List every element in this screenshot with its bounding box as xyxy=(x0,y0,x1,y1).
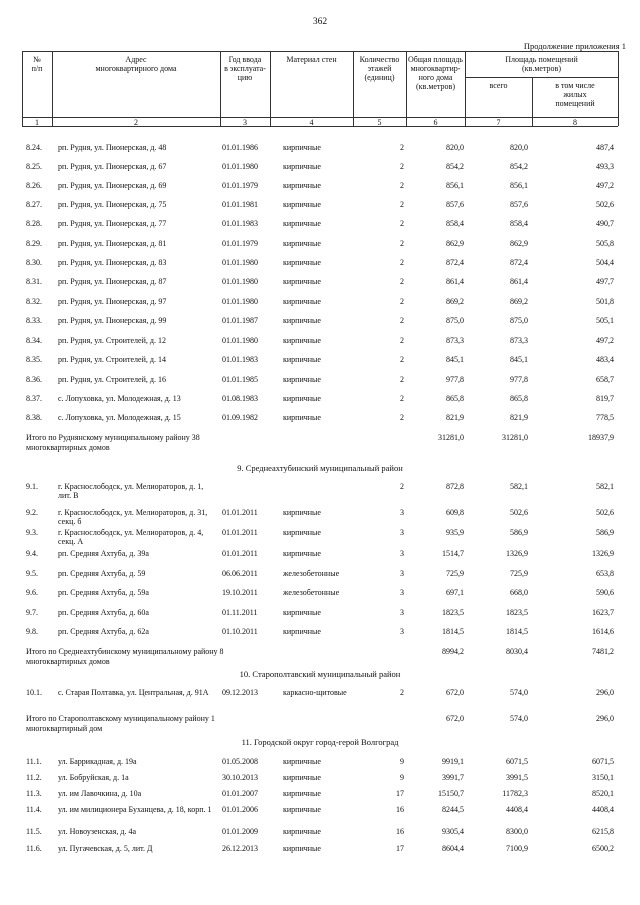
year-cell: 01.01.1981 xyxy=(222,200,258,209)
floors-cell: 3 xyxy=(400,508,404,517)
total-area-cell: 935,9 xyxy=(446,528,464,537)
address-cell: рп. Рудня, ул. Пионерская, д. 67 xyxy=(58,162,167,171)
floors-cell: 16 xyxy=(396,805,404,814)
floors-cell: 2 xyxy=(400,375,404,384)
area-living-cell: 505,8 xyxy=(596,239,614,248)
total-area-cell: 9305,4 xyxy=(442,827,464,836)
floors-cell: 2 xyxy=(400,355,404,364)
material-cell: кирпичные xyxy=(283,297,321,306)
floors-cell: 2 xyxy=(400,336,404,345)
year-cell: 01.01.1983 xyxy=(222,355,258,364)
area-living-cell: 497,2 xyxy=(596,181,614,190)
header-living: в том числе жилых помещений xyxy=(555,81,595,108)
address-cell: с. Лопуховка, ул. Молодежная, д. 13 xyxy=(58,394,181,403)
address-cell: с. Лопуховка, ул. Молодежная, д. 15 xyxy=(58,413,181,422)
area-all-cell: 875,0 xyxy=(510,316,528,325)
row-number: 8.27. xyxy=(26,200,42,209)
total-area-cell: 8604,4 xyxy=(442,844,464,853)
area-all-cell: 1326,9 xyxy=(506,549,528,558)
material-cell: кирпичные xyxy=(283,162,321,171)
header-year: Год ввода в эксплуата- цию xyxy=(224,55,266,82)
total-area-cell: 31281,0 xyxy=(438,433,464,442)
area-all-cell: 586,9 xyxy=(510,528,528,537)
material-cell: кирпичные xyxy=(283,608,321,617)
floors-cell: 2 xyxy=(400,162,404,171)
material-cell: кирпичные xyxy=(283,394,321,403)
area-all-cell: 1814,5 xyxy=(506,627,528,636)
total-area-cell: 872,4 xyxy=(446,258,464,267)
area-living-cell: 4408,4 xyxy=(592,805,614,814)
col-number: 2 xyxy=(134,118,138,127)
address-cell: рп. Средняя Ахтуба, д. 39а xyxy=(58,549,149,558)
year-cell: 01.01.2009 xyxy=(222,827,258,836)
header-all: всего xyxy=(489,81,508,90)
area-living-cell: 497,7 xyxy=(596,277,614,286)
floors-cell: 2 xyxy=(400,219,404,228)
row-number: 8.28. xyxy=(26,219,42,228)
area-all-cell: 31281,0 xyxy=(502,433,528,442)
address-cell: рп. Средняя Ахтуба, д. 59 xyxy=(58,569,146,578)
area-living-cell: 778,5 xyxy=(596,413,614,422)
area-all-cell: 725,9 xyxy=(510,569,528,578)
area-all-cell: 6071,5 xyxy=(506,757,528,766)
address-cell: рп. Рудня, ул. Строителей, д. 12 xyxy=(58,336,166,345)
address-cell: рп. Рудня, ул. Пионерская, д. 99 xyxy=(58,316,167,325)
address-cell: рп. Средняя Ахтуба, д. 62а xyxy=(58,627,149,636)
area-living-cell: 502,6 xyxy=(596,200,614,209)
material-cell: кирпичные xyxy=(283,355,321,364)
year-cell: 26.12.2013 xyxy=(222,844,258,853)
total-label: Итого по Руднянскому муниципальному району 38 многоквартирных домов xyxy=(26,433,200,452)
material-cell: кирпичные xyxy=(283,773,321,782)
floors-cell: 3 xyxy=(400,627,404,636)
material-cell: кирпичные xyxy=(283,239,321,248)
total-area-cell: 1814,5 xyxy=(442,627,464,636)
floors-cell: 2 xyxy=(400,200,404,209)
area-all-cell: 857,6 xyxy=(510,200,528,209)
floors-cell: 3 xyxy=(400,608,404,617)
floors-cell: 3 xyxy=(400,588,404,597)
area-all-cell: 8030,4 xyxy=(506,647,528,656)
area-living-cell: 586,9 xyxy=(596,528,614,537)
col-number: 5 xyxy=(377,118,382,127)
area-all-cell: 845,1 xyxy=(510,355,528,364)
material-cell: кирпичные xyxy=(283,375,321,384)
area-living-cell: 658,7 xyxy=(596,375,614,384)
total-area-cell: 875,0 xyxy=(446,316,464,325)
address-cell: рп. Рудня, ул. Пионерская, д. 77 xyxy=(58,219,167,228)
floors-cell: 2 xyxy=(400,413,404,422)
area-living-cell: 7481,2 xyxy=(592,647,614,656)
area-all-cell: 865,8 xyxy=(510,394,528,403)
year-cell: 01.01.2007 xyxy=(222,789,258,798)
address-cell: с. Старая Полтавка, ул. Центральная, д. 91А xyxy=(58,688,209,697)
area-all-cell: 8300,0 xyxy=(506,827,528,836)
row-number: 8.25. xyxy=(26,162,42,171)
floors-cell: 17 xyxy=(396,844,404,853)
row-number: 11.2. xyxy=(26,773,42,782)
year-cell: 01.01.1987 xyxy=(222,316,258,325)
total-area-cell: 3991,7 xyxy=(442,773,464,782)
year-cell: 01.01.1986 xyxy=(222,143,258,152)
area-living-cell: 8520,1 xyxy=(592,789,614,798)
address-cell: рп. Рудня, ул. Строителей, д. 16 xyxy=(58,375,166,384)
year-cell: 01.11.2011 xyxy=(222,608,258,617)
row-number: 9.5. xyxy=(26,569,38,578)
area-all-cell: 872,4 xyxy=(510,258,528,267)
area-all-cell: 873,3 xyxy=(510,336,528,345)
total-area-cell: 1514,7 xyxy=(442,549,464,558)
total-label: Итого по Старополтавскому муниципальному району 1 многоквартирный дом xyxy=(26,714,215,733)
total-area-cell: 697,1 xyxy=(446,588,464,597)
year-cell: 06.06.2011 xyxy=(222,569,258,578)
floors-cell: 2 xyxy=(400,688,404,697)
area-living-cell: 1326,9 xyxy=(592,549,614,558)
row-number: 8.31. xyxy=(26,277,42,286)
area-living-cell: 6071,5 xyxy=(592,757,614,766)
row-number: 9.2. xyxy=(26,508,38,517)
floors-cell: 3 xyxy=(400,528,404,537)
address-cell: рп. Рудня, ул. Пионерская, д. 69 xyxy=(58,181,167,190)
area-living-cell: 296,0 xyxy=(596,688,614,697)
row-number: 8.35. xyxy=(26,355,42,364)
material-cell: кирпичные xyxy=(283,336,321,345)
area-all-cell: 820,0 xyxy=(510,143,528,152)
year-cell: 30.10.2013 xyxy=(222,773,258,782)
page-number: 362 xyxy=(312,17,328,27)
area-all-cell: 574,0 xyxy=(510,688,528,697)
material-cell: кирпичные xyxy=(283,200,321,209)
row-number: 8.30. xyxy=(26,258,42,267)
area-all-cell: 11782,3 xyxy=(502,789,528,798)
area-all-cell: 977,8 xyxy=(510,375,528,384)
floors-cell: 3 xyxy=(400,569,404,578)
col-number: 8 xyxy=(573,118,577,127)
col-number: 3 xyxy=(243,118,247,127)
row-number: 9.4. xyxy=(26,549,38,558)
address-cell: ул. Бобруйская, д. 1а xyxy=(58,773,129,782)
address-cell: ул. Пугачевская, д. 5, лит. Д xyxy=(58,844,153,853)
address-cell: г. Краснослободск, ул. Мелиораторов, д. 4, секц. А xyxy=(58,528,204,546)
area-living-cell: 3150,1 xyxy=(592,773,614,782)
total-area-cell: 672,0 xyxy=(446,714,464,723)
floors-cell: 2 xyxy=(400,316,404,325)
total-area-cell: 609,8 xyxy=(446,508,464,517)
header-total-area: Общая площадь многоквартир- ного дома (кв.метров) xyxy=(408,55,463,91)
area-living-cell: 1623,7 xyxy=(592,608,614,617)
row-number: 11.6. xyxy=(26,844,42,853)
area-living-cell: 6500,2 xyxy=(592,844,614,853)
floors-cell: 9 xyxy=(400,757,404,766)
year-cell: 01.01.2011 xyxy=(222,508,258,517)
area-living-cell: 505,1 xyxy=(596,316,614,325)
address-cell: ул. Новоузенская, д. 4а xyxy=(58,827,136,836)
total-area-cell: 15150,7 xyxy=(438,789,464,798)
material-cell: кирпичные xyxy=(283,789,321,798)
material-cell: кирпичные xyxy=(283,143,321,152)
material-cell: каркасно-щитовые xyxy=(283,688,347,697)
section-title: 9. Среднеахтубинский муниципальный район xyxy=(237,463,403,473)
total-area-cell: 856,1 xyxy=(446,181,464,190)
row-number: 8.24. xyxy=(26,143,42,152)
address-cell: ул. им милиционера Буханцева, д. 18, корп. 1 xyxy=(58,805,212,814)
year-cell: 01.01.1983 xyxy=(222,219,258,228)
area-living-cell: 6215,8 xyxy=(592,827,614,836)
area-all-cell: 502,6 xyxy=(510,508,528,517)
premises-subrule xyxy=(465,77,618,78)
area-all-cell: 856,1 xyxy=(510,181,528,190)
year-cell: 01.10.2011 xyxy=(222,627,258,636)
col-number: 6 xyxy=(433,118,438,127)
floors-cell: 2 xyxy=(400,258,404,267)
area-all-cell: 7100,9 xyxy=(506,844,528,853)
address-cell: рп. Рудня, ул. Строителей, д. 14 xyxy=(58,355,166,364)
area-living-cell: 493,3 xyxy=(596,162,614,171)
total-area-cell: 873,3 xyxy=(446,336,464,345)
section-title: 11. Городской округ город-герой Волгоград xyxy=(241,737,399,747)
area-living-cell: 296,0 xyxy=(596,714,614,723)
address-cell: рп. Средняя Ахтуба, д. 59а xyxy=(58,588,149,597)
continuation-note: Продолжение приложения 1 xyxy=(523,41,626,51)
header-address: Адрес многоквартирного дома xyxy=(95,55,177,73)
row-number: 8.29. xyxy=(26,239,42,248)
year-cell: 01.08.1983 xyxy=(222,394,258,403)
col-number: 4 xyxy=(309,118,314,127)
area-living-cell: 487,4 xyxy=(596,143,614,152)
row-number: 8.36. xyxy=(26,375,42,384)
area-all-cell: 668,0 xyxy=(510,588,528,597)
material-cell: кирпичные xyxy=(283,219,321,228)
year-cell: 01.05.2008 xyxy=(222,757,258,766)
total-area-cell: 862,9 xyxy=(446,239,464,248)
year-cell: 01.01.1985 xyxy=(222,375,258,384)
row-number: 10.1. xyxy=(26,688,42,697)
year-cell: 01.01.1980 xyxy=(222,258,258,267)
total-area-cell: 8994,2 xyxy=(442,647,464,656)
year-cell: 01.01.1980 xyxy=(222,336,258,345)
material-cell: кирпичные xyxy=(283,627,321,636)
col-number: 1 xyxy=(35,118,39,127)
address-cell: ул. им Лавочкина, д. 10а xyxy=(58,789,142,798)
row-number: 11.5. xyxy=(26,827,42,836)
material-cell: кирпичные xyxy=(283,316,321,325)
col-number: 7 xyxy=(496,118,501,127)
area-living-cell: 502,6 xyxy=(596,508,614,517)
area-all-cell: 869,2 xyxy=(510,297,528,306)
row-number: 9.8. xyxy=(26,627,38,636)
floors-cell: 16 xyxy=(396,827,404,836)
total-area-cell: 821,9 xyxy=(446,413,464,422)
area-all-cell: 3991,5 xyxy=(506,773,528,782)
area-living-cell: 497,2 xyxy=(596,336,614,345)
material-cell: кирпичные xyxy=(283,805,321,814)
address-cell: ул. Баррикадная, д. 19а xyxy=(58,757,137,766)
year-cell: 01.01.1979 xyxy=(222,239,258,248)
area-living-cell: 18937,9 xyxy=(588,433,614,442)
total-area-cell: 672,0 xyxy=(446,688,464,697)
address-cell: рп. Рудня, ул. Пионерская, д. 75 xyxy=(58,200,167,209)
total-area-cell: 820,0 xyxy=(446,143,464,152)
floors-cell: 3 xyxy=(400,549,404,558)
area-living-cell: 1614,6 xyxy=(592,627,614,636)
material-cell: кирпичные xyxy=(283,757,321,766)
area-all-cell: 862,9 xyxy=(510,239,528,248)
address-cell: рп. Средняя Ахтуба, д. 60а xyxy=(58,608,149,617)
address-cell: рп. Рудня, ул. Пионерская, д. 83 xyxy=(58,258,167,267)
row-number: 8.33. xyxy=(26,316,42,325)
area-all-cell: 854,2 xyxy=(510,162,528,171)
floors-cell: 2 xyxy=(400,482,404,491)
area-all-cell: 858,4 xyxy=(510,219,528,228)
header-num: № п/п xyxy=(31,55,43,73)
floors-cell: 9 xyxy=(400,773,404,782)
area-all-cell: 4408,4 xyxy=(506,805,528,814)
floors-cell: 2 xyxy=(400,297,404,306)
year-cell: 01.01.1980 xyxy=(222,277,258,286)
area-living-cell: 819,7 xyxy=(596,394,614,403)
row-number: 11.3. xyxy=(26,789,42,798)
header-material: Материал стен xyxy=(286,55,337,64)
area-living-cell: 590,6 xyxy=(596,588,614,597)
row-number: 9.6. xyxy=(26,588,38,597)
header-floors: Количество этажей (единиц) xyxy=(359,55,400,82)
total-area-cell: 857,6 xyxy=(446,200,464,209)
total-label: Итого по Среднеахтубинскому муниципальному району 8 многоквартирных домов xyxy=(26,647,224,666)
row-number: 11.4. xyxy=(26,805,42,814)
address-cell: рп. Рудня, ул. Пионерская, д. 97 xyxy=(58,297,167,306)
material-cell: кирпичные xyxy=(283,528,321,537)
year-cell: 01.09.1982 xyxy=(222,413,258,422)
address-cell: рп. Рудня, ул. Пионерская, д. 48 xyxy=(58,143,167,152)
row-number: 8.32. xyxy=(26,297,42,306)
material-cell: кирпичные xyxy=(283,181,321,190)
floors-cell: 2 xyxy=(400,239,404,248)
year-cell: 01.01.2006 xyxy=(222,805,258,814)
floors-cell: 2 xyxy=(400,394,404,403)
year-cell: 01.01.2011 xyxy=(222,549,258,558)
col-line xyxy=(618,51,619,126)
area-all-cell: 582,1 xyxy=(510,482,528,491)
total-area-cell: 8244,5 xyxy=(442,805,464,814)
header-top-rule xyxy=(22,51,618,52)
total-area-cell: 845,1 xyxy=(446,355,464,364)
address-cell: г. Краснослободск, ул. Мелиораторов, д. 1, лит. В xyxy=(58,482,204,500)
year-cell: 01.01.1980 xyxy=(222,297,258,306)
area-all-cell: 574,0 xyxy=(510,714,528,723)
row-number: 8.37. xyxy=(26,394,42,403)
area-living-cell: 490,7 xyxy=(596,219,614,228)
year-cell: 01.01.1979 xyxy=(222,181,258,190)
total-area-cell: 869,2 xyxy=(446,297,464,306)
material-cell: кирпичные xyxy=(283,827,321,836)
area-living-cell: 653,8 xyxy=(596,569,614,578)
area-all-cell: 861,4 xyxy=(510,277,528,286)
section-title: 10. Старополтавский муниципальный район xyxy=(239,669,401,679)
row-number: 11.1. xyxy=(26,757,42,766)
row-number: 8.34. xyxy=(26,336,42,345)
material-cell: железобетонные xyxy=(283,588,340,597)
total-area-cell: 977,8 xyxy=(446,375,464,384)
address-cell: рп. Рудня, ул. Пионерская, д. 87 xyxy=(58,277,167,286)
total-area-cell: 9919,1 xyxy=(442,757,464,766)
header-premises: Площадь помещений (кв.метров) xyxy=(505,55,578,73)
material-cell: кирпичные xyxy=(283,844,321,853)
row-number: 9.1. xyxy=(26,482,38,491)
row-number: 8.26. xyxy=(26,181,42,190)
total-area-cell: 1823,5 xyxy=(442,608,464,617)
material-cell: кирпичные xyxy=(283,508,321,517)
material-cell: железобетонные xyxy=(283,569,340,578)
area-all-cell: 1823,5 xyxy=(506,608,528,617)
row-number: 8.38. xyxy=(26,413,42,422)
row-number: 9.7. xyxy=(26,608,38,617)
material-cell: кирпичные xyxy=(283,277,321,286)
row-number: 9.3. xyxy=(26,528,38,537)
total-area-cell: 854,2 xyxy=(446,162,464,171)
total-area-cell: 865,8 xyxy=(446,394,464,403)
area-living-cell: 504,4 xyxy=(596,258,614,267)
year-cell: 01.01.2011 xyxy=(222,528,258,537)
total-area-cell: 872,8 xyxy=(446,482,464,491)
address-cell: г. Краснослободск, ул. Мелиораторов, д. 31, секц. б xyxy=(58,508,208,526)
material-cell: кирпичные xyxy=(283,413,321,422)
address-cell: рп. Рудня, ул. Пионерская, д. 81 xyxy=(58,239,167,248)
year-cell: 01.01.1980 xyxy=(222,162,258,171)
year-cell: 19.10.2011 xyxy=(222,588,258,597)
area-all-cell: 821,9 xyxy=(510,413,528,422)
area-living-cell: 582,1 xyxy=(596,482,614,491)
year-cell: 09.12.2013 xyxy=(222,688,258,697)
material-cell: кирпичные xyxy=(283,258,321,267)
material-cell: кирпичные xyxy=(283,549,321,558)
floors-cell: 2 xyxy=(400,143,404,152)
total-area-cell: 861,4 xyxy=(446,277,464,286)
area-living-cell: 501,8 xyxy=(596,297,614,306)
floors-cell: 17 xyxy=(396,789,404,798)
floors-cell: 2 xyxy=(400,277,404,286)
total-area-cell: 725,9 xyxy=(446,569,464,578)
total-area-cell: 858,4 xyxy=(446,219,464,228)
floors-cell: 2 xyxy=(400,181,404,190)
area-living-cell: 483,4 xyxy=(596,355,614,364)
